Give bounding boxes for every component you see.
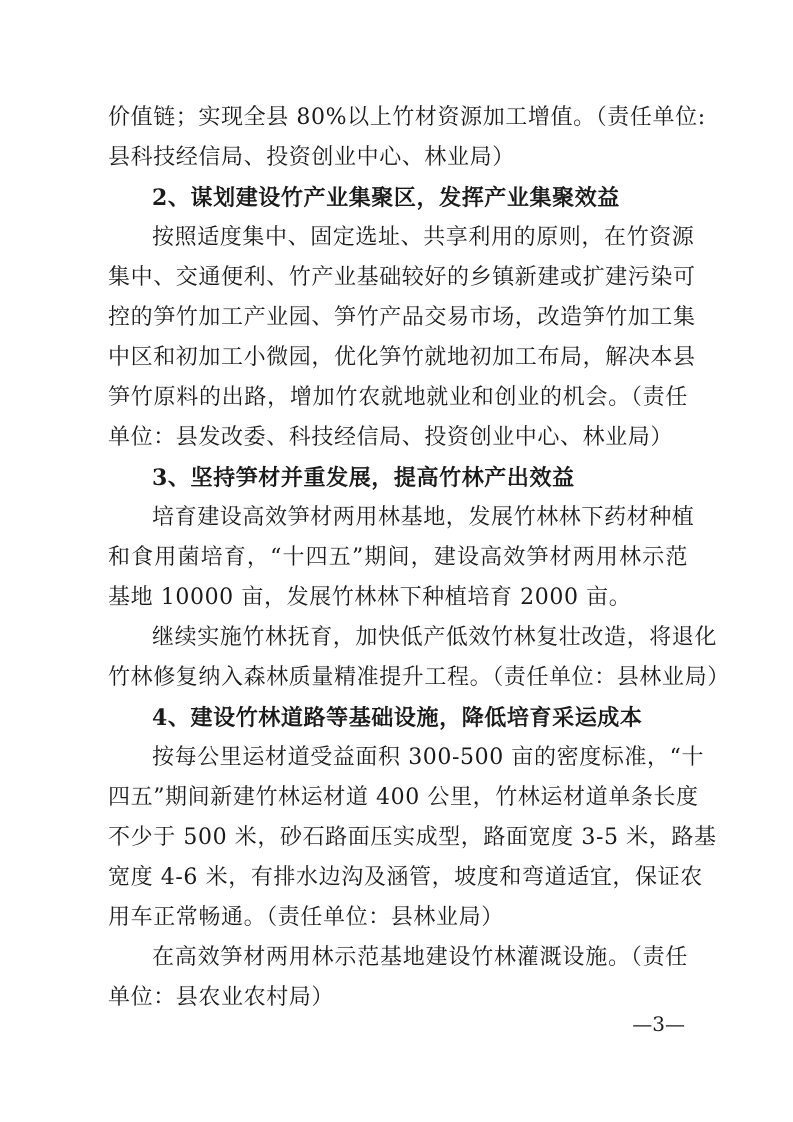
paragraph-line: 价值链；实现全县 80%以上竹材资源加工增值。（责任单位: <box>108 105 706 130</box>
paragraph-line: 基地 10000 亩，发展竹林林下种植培育 2000 亩。 <box>108 585 632 610</box>
section-heading: 3、坚持笋材并重发展，提高竹林产出效益 <box>152 465 575 491</box>
paragraph-line: 县科技经信局、投资创业中心、林业局） <box>108 145 515 170</box>
paragraph-line: 继续实施竹林抚育，加快低产低效竹林复壮改造，将退化 <box>152 625 718 650</box>
paragraph-line: 按照适度集中、固定选址、共享利用的原则，在竹资源 <box>152 225 695 250</box>
paragraph-line: 控的笋竹加工产业园、笋竹产品交易市场，改造笋竹加工集 <box>108 305 696 330</box>
paragraph-line: 竹林修复纳入森林质量精准提升工程。（责任单位：县林业局） <box>108 665 730 690</box>
paragraph-line: 中区和初加工小微园，优化笋竹就地初加工布局，解决本县 <box>108 345 696 370</box>
paragraph-line: 用车正常畅通。（责任单位：县林业局） <box>108 905 504 930</box>
paragraph-line: 和食用菌培育，“十四五”期间，建设高效笋材两用林示范 <box>108 545 688 570</box>
paragraph-line: 按每公里运材道受益面积 300-500 亩的密度标准，“十 <box>152 745 705 770</box>
paragraph-line: 在高效笋材两用林示范基地建设竹林灌溉设施。（责任 <box>152 945 688 970</box>
paragraph-line: 单位：县农业农村局） <box>108 985 335 1010</box>
paragraph-line: 不少于 500 米，砂石路面压实成型，路面宽度 3-5 米，路基 <box>108 825 717 850</box>
paragraph-line: 单位：县发改委、科技经信局、投资创业中心、林业局） <box>108 425 674 450</box>
page-number: —3— <box>632 1012 685 1036</box>
section-heading: 2、谋划建设竹产业集聚区，发挥产业集聚效益 <box>152 185 620 211</box>
section-heading: 4、建设竹林道路等基础设施，降低培育采运成本 <box>152 705 643 731</box>
paragraph-line: 培育建设高效笋材两用林基地，发展竹林林下药材种植 <box>152 505 695 530</box>
paragraph-line: 宽度 4-6 米，有排水边沟及涵管，坡度和弯道适宜，保证农 <box>108 865 703 890</box>
paragraph-line: 笋竹原料的出路，增加竹农就地就业和创业的机会。（责任 <box>108 385 688 410</box>
paragraph-line: 四五”期间新建竹林运材道 400 公里，竹林运材道单条长度 <box>108 785 699 810</box>
paragraph-line: 集中、交通便利、竹产业基础较好的乡镇新建或扩建污染可 <box>108 265 696 290</box>
